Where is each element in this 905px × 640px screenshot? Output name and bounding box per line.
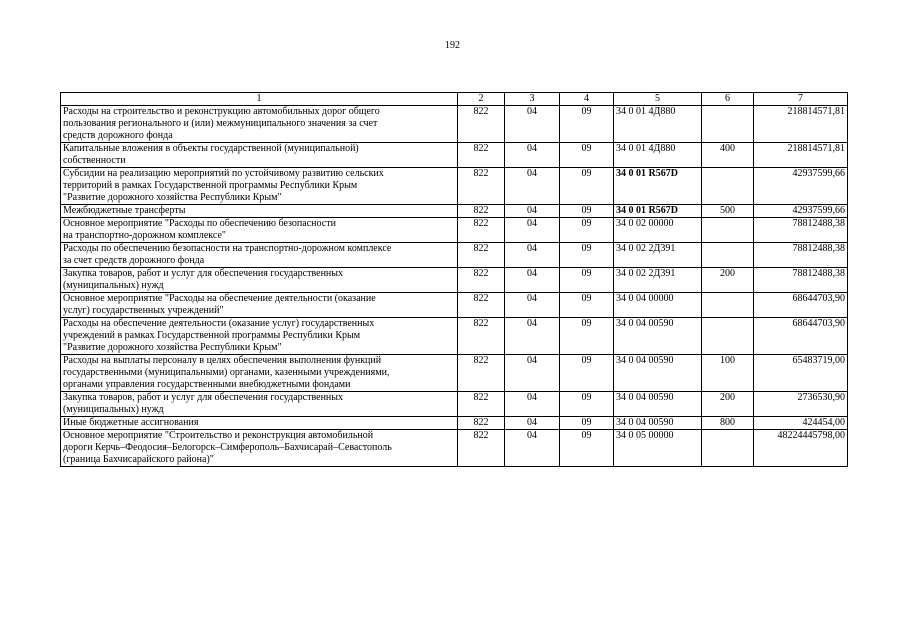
amount: 68644703,90 [754,293,848,318]
column-header: 2 [458,93,505,106]
grbs-code: 822 [458,243,505,268]
page-number: 192 [445,40,460,51]
expense-type-code: 800 [702,417,754,430]
description-line: пользования регионального и (или) межмуниципального значения за счет [63,118,378,129]
subsection-code: 09 [560,318,614,355]
column-header: 3 [505,93,560,106]
target-article-code: 34 0 05 00000 [614,430,702,467]
expense-type-code: 100 [702,355,754,392]
subsection-code: 09 [560,168,614,205]
section-code: 04 [505,430,560,467]
grbs-code: 822 [458,392,505,417]
target-article-code: 34 0 02 00000 [614,218,702,243]
amount: 218814571,81 [754,106,848,143]
table-row [61,417,848,430]
target-article-code: 34 0 04 00590 [614,318,702,355]
description-line: учреждений в рамках Государственной программы Республики Крым [63,330,361,341]
amount: 2736530,90 [754,392,848,417]
table-row [61,355,848,392]
row-description [61,293,458,318]
expense-type-code [702,243,754,268]
amount: 68644703,90 [754,318,848,355]
description-line: (муниципальных) нужд [63,404,164,415]
target-article-code: 34 0 04 00590 [614,392,702,417]
table-row [61,243,848,268]
target-article-code: 34 0 04 00590 [614,417,702,430]
subsection-code: 09 [560,218,614,243]
expense-type-code: 500 [702,205,754,218]
row-description [61,243,458,268]
description-line: государственными (муниципальными) органами, казенными учреждениями, [63,367,390,378]
section-code: 04 [505,143,560,168]
target-article-code: 34 0 01 R567D [614,205,702,218]
row-description [61,218,458,243]
description-line: "Развитие дорожного хозяйства Республики Крым" [63,342,282,353]
expense-type-code: 400 [702,143,754,168]
description-line: на транспортно-дорожном комплексе" [63,230,226,241]
description-line: территорий в рамках Государственной программы Республики Крым [63,180,358,191]
description-line: Субсидии на реализацию мероприятий по устойчивому развитию сельских [63,168,384,179]
subsection-code: 09 [560,205,614,218]
section-code: 04 [505,355,560,392]
table-row [61,168,848,205]
row-description [61,268,458,293]
grbs-code: 822 [458,268,505,293]
amount: 42937599,66 [754,168,848,205]
description-line: услуг) государственных учреждений" [63,305,224,316]
section-code: 04 [505,293,560,318]
subsection-code: 09 [560,355,614,392]
amount: 65483719,00 [754,355,848,392]
target-article-code: 34 0 01 4Д880 [614,106,702,143]
target-article-code: 34 0 04 00000 [614,293,702,318]
table-row [61,430,848,467]
budget-table [60,92,848,467]
row-description [61,318,458,355]
column-header: 1 [61,93,458,106]
description-line: дороги Керчь–Феодосия–Белогорск–Симферополь–Бахчисарай–Севастополь [63,442,392,453]
description-line: Закупка товаров, работ и услуг для обеспечения государственных [63,268,344,279]
description-line: собственности [63,155,126,166]
row-description [61,430,458,467]
expense-type-code [702,168,754,205]
row-description [61,392,458,417]
table-row [61,268,848,293]
amount: 48224445798,00 [754,430,848,467]
section-code: 04 [505,268,560,293]
description-line: Основное мероприятие "Строительство и реконструкция автомобильной [63,430,374,441]
description-line: (муниципальных) нужд [63,280,164,291]
expense-type-code: 200 [702,268,754,293]
column-header: 6 [702,93,754,106]
row-description [61,205,458,218]
table-row [61,205,848,218]
expense-type-code: 200 [702,392,754,417]
description-line: (граница Бахчисарайского района)" [63,454,214,465]
description-line: за счет средств дорожного фонда [63,255,205,266]
description-line: Иные бюджетные ассигнования [63,417,199,428]
grbs-code: 822 [458,218,505,243]
grbs-code: 822 [458,106,505,143]
target-article-code: 34 0 02 2Д391 [614,268,702,293]
amount: 78812488,38 [754,243,848,268]
target-article-code: 34 0 04 00590 [614,355,702,392]
subsection-code: 09 [560,268,614,293]
table-row [61,392,848,417]
column-header: 4 [560,93,614,106]
description-line: Основное мероприятие "Расходы по обеспечению безопасности [63,218,336,229]
description-line: средств дорожного фонда [63,130,173,141]
row-description [61,417,458,430]
description-line: Расходы по обеспечению безопасности на транспортно-дорожном комплексе [63,243,392,254]
subsection-code: 09 [560,243,614,268]
table-row [61,293,848,318]
row-description [61,168,458,205]
grbs-code: 822 [458,205,505,218]
column-header: 7 [754,93,848,106]
amount: 78812488,38 [754,268,848,293]
grbs-code: 822 [458,143,505,168]
subsection-code: 09 [560,392,614,417]
grbs-code: 822 [458,293,505,318]
target-article-code: 34 0 01 R567D [614,168,702,205]
section-code: 04 [505,106,560,143]
expense-type-code [702,430,754,467]
description-line: Расходы на обеспечение деятельности (оказание услуг) государственных [63,318,375,329]
expense-type-code [702,293,754,318]
row-description [61,355,458,392]
amount: 218814571,81 [754,143,848,168]
target-article-code: 34 0 01 4Д880 [614,143,702,168]
table-row [61,106,848,143]
subsection-code: 09 [560,106,614,143]
row-description [61,106,458,143]
section-code: 04 [505,243,560,268]
subsection-code: 09 [560,430,614,467]
column-header: 5 [614,93,702,106]
section-code: 04 [505,205,560,218]
expense-type-code [702,106,754,143]
grbs-code: 822 [458,168,505,205]
table-row [61,318,848,355]
subsection-code: 09 [560,417,614,430]
description-line: "Развитие дорожного хозяйства Республики Крым" [63,192,282,203]
grbs-code: 822 [458,417,505,430]
row-description [61,143,458,168]
amount: 42937599,66 [754,205,848,218]
target-article-code: 34 0 02 2Д391 [614,243,702,268]
description-line: Основное мероприятие "Расходы на обеспечение деятельности (оказание [63,293,376,304]
description-line: Расходы на выплаты персоналу в целях обеспечения выполнения функций [63,355,382,366]
section-code: 04 [505,168,560,205]
expense-type-code [702,218,754,243]
description-line: органами управления государственными внебюджетными фондами [63,379,351,390]
description-line: Капитальные вложения в объекты государственной (муниципальной) [63,143,359,154]
grbs-code: 822 [458,318,505,355]
grbs-code: 822 [458,430,505,467]
section-code: 04 [505,417,560,430]
section-code: 04 [505,392,560,417]
subsection-code: 09 [560,143,614,168]
section-code: 04 [505,218,560,243]
description-line: Закупка товаров, работ и услуг для обеспечения государственных [63,392,344,403]
grbs-code: 822 [458,355,505,392]
amount: 424454,00 [754,417,848,430]
table-row [61,218,848,243]
amount: 78812488,38 [754,218,848,243]
table-header-row [61,93,848,106]
section-code: 04 [505,318,560,355]
description-line: Расходы на строительство и реконструкцию автомобильных дорог общего [63,106,380,117]
table-row [61,143,848,168]
description-line: Межбюджетные трансферты [63,205,186,216]
subsection-code: 09 [560,293,614,318]
expense-type-code [702,318,754,355]
